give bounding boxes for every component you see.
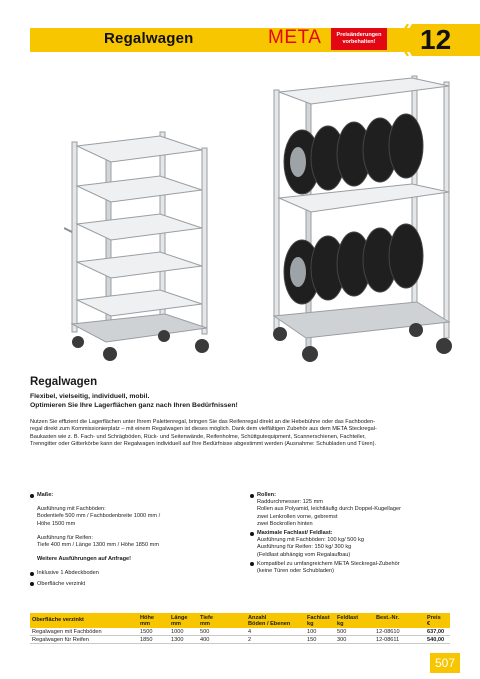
spec-line: zwei Bockrollen hinten (257, 520, 313, 527)
more-options-note: Weitere Ausführungen auf Anfrage! (37, 556, 131, 563)
shelf-cart-image (64, 128, 216, 366)
spec-line: Ausführung für Reifen: (37, 534, 93, 541)
chapter-number: 12 (420, 24, 452, 55)
spec-line: Ausführung mit Fachböden: 100 kg/ 500 kg (257, 537, 364, 544)
row-count: 4 (248, 629, 252, 635)
row-name: Regalwagen für Reifen (32, 637, 89, 643)
spec-line: Höhe 1500 mm (37, 520, 76, 527)
row-height: 1850 (140, 637, 153, 643)
col-header-count: Anzahl Böden / Ebenen (248, 614, 291, 627)
row-feldlast: 300 (337, 637, 347, 643)
row-depth: 500 (200, 629, 210, 635)
price-notice-badge: Preisänderungen vorbehalten! (331, 28, 387, 50)
header-title: Regalwagen (104, 30, 194, 47)
row-price: 540,00 (427, 637, 445, 643)
load-heading: Maximale Fachlast/ Feldlast: (250, 530, 456, 537)
spec-line: zwei Lenkrollen vorne, gebremst (257, 513, 338, 520)
spec-line: (Feldlast abhängig vom Regalaufbau) (257, 551, 351, 558)
tire-cart-image (268, 72, 454, 368)
col-header-depth: Tiefe mm (200, 614, 213, 627)
wheels-heading: Rollen: (250, 492, 456, 499)
row-price: 637,00 (427, 629, 445, 635)
intro-line: Baukasten wie z. B. Fach- und Schrägböden, Rück- und Seitenwände, Reifenholme, Schüttgutequipment, Scannerschienen, Fachteiler, (30, 433, 366, 440)
page-header (0, 24, 480, 56)
intro-line: regal direkt zum Kommissionierplatz – mit einem Regalwagen ist dieses möglich. Dank dem vielfältigen Zubehör aus dem META Steckregal- (30, 426, 377, 433)
spec-line: Ausführung mit Fachböden: (37, 506, 106, 513)
spec-line: Tiefe 400 mm / Länge 1300 mm / Höhe 1850 mm (37, 542, 159, 549)
table-row (30, 628, 450, 636)
row-length: 1300 (171, 637, 184, 643)
col-header-length: Länge mm (171, 614, 188, 627)
page-number: 507 (430, 653, 460, 673)
section-subtitle (30, 393, 450, 410)
row-artno: 12-08610 (376, 629, 400, 635)
spec-line: (keine Türen oder Schubladen) (257, 568, 335, 575)
row-count: 2 (248, 637, 252, 643)
intro-line: Trenngitter oder Gitterkörbe kann der Regalwagen individuell auf Ihre Bedürfnisse abgestimmt werden (Ausnahme: Schubladen und Türen). (30, 440, 377, 447)
specs-right-column (250, 492, 456, 575)
dimensions-heading: Maße: (30, 492, 242, 499)
spec-line: Ausführung für Reifen: 150 kg/ 300 kg (257, 544, 352, 551)
intro-line: Nutzen Sie effizient die Lagerflächen unter Ihrem Palettenregal, bringen Sie das Reifenregal direkt an die Hebebühne oder das Fachboden- (30, 419, 376, 425)
row-depth: 400 (200, 637, 210, 643)
subtitle-line: Flexibel, vielseitig, individuell, mobil. (30, 393, 150, 400)
brand-logo: META (268, 27, 322, 48)
table-header (30, 613, 450, 628)
subtitle-line: Optimieren Sie Ihre Lagerflächen ganz nach Ihren Bedürfnissen! (30, 401, 238, 409)
col-header-surface: Oberfläche verzinkt (32, 617, 84, 623)
specs-left-column (30, 492, 242, 588)
col-header-price: Preis € (427, 614, 441, 627)
spec-line: Raddurchmesser: 125 mm (257, 499, 323, 506)
col-header-height: Höhe mm (140, 614, 154, 627)
col-header-artno: Best.-Nr. (376, 614, 400, 621)
row-fachlast: 150 (307, 637, 317, 643)
price-table (30, 613, 450, 644)
spec-line: Rollen aus Polyamid, leichtläufig durch Doppel-Kugellager (257, 506, 401, 513)
spec-line: Bodentiefe 500 mm / Fachbodenbreite 1000 mm / (37, 513, 161, 520)
intro-paragraph (30, 419, 456, 448)
row-artno: 12-08611 (376, 637, 400, 643)
table-row (30, 636, 450, 644)
bullet-item: Oberfläche verzinkt (30, 581, 242, 588)
col-header-fachlast: Fachlast kg (307, 614, 330, 627)
row-feldlast: 500 (337, 629, 347, 635)
bullet-item: Inklusive 1 Abdeckboden (30, 570, 242, 577)
row-height: 1500 (140, 629, 153, 635)
row-length: 1000 (171, 629, 184, 635)
bullet-item: Kompatibel zu umfangreichem META Steckregal-Zubehör (250, 561, 456, 568)
col-header-feldlast: Feldlast kg (337, 614, 359, 627)
section-title: Regalwagen (30, 376, 98, 388)
row-name: Regalwagen mit Fachböden (32, 629, 102, 635)
row-fachlast: 100 (307, 629, 317, 635)
